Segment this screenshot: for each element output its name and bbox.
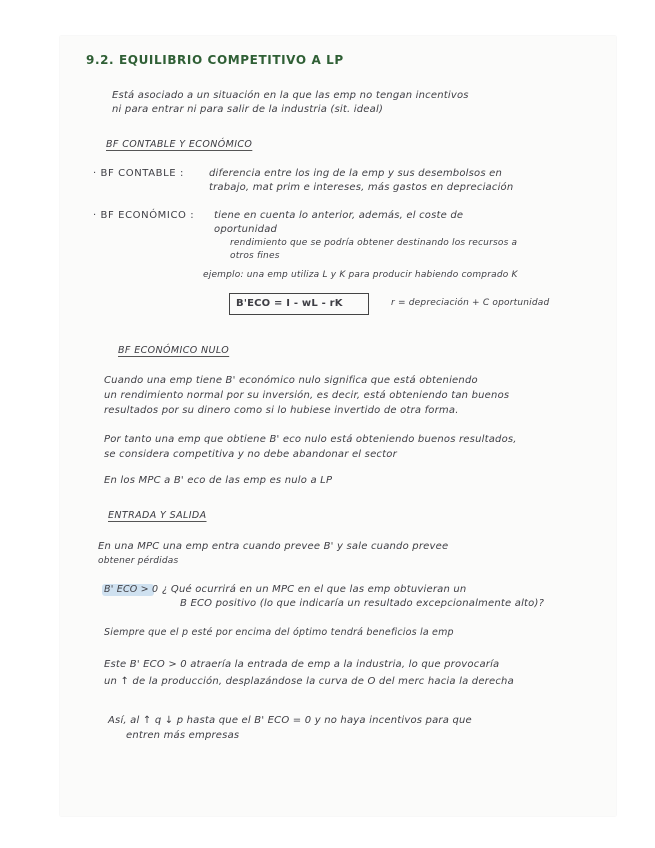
nulo-p2-1: Por tanto una emp que obtiene B' eco nulo está obteniendo buenos resultados,	[104, 434, 517, 445]
oportunidad-def-1: rendimiento que se podría obtener destinando los recursos a	[230, 238, 518, 248]
entrada-p3-1: Este B' ECO > 0 atraería la entrada de emp a la industria, lo que provocaría	[104, 659, 500, 670]
intro-line-2: ni para entrar ni para salir de la industria (sit. ideal)	[112, 104, 384, 115]
formula-text: B'ECO = I - wL - rK	[236, 298, 343, 309]
section-heading-entrada-salida: ENTRADA Y SALIDA	[108, 510, 207, 521]
nulo-p1-1: Cuando una emp tiene B' económico nulo significa que está obteniendo	[104, 375, 478, 386]
entrada-p1-1: En una MPC una emp entra cuando prevee B' y sale cuando prevee	[98, 541, 449, 552]
nulo-p3: En los MPC a B' eco de las emp es nulo a LP	[104, 475, 333, 486]
entrada-p1-2: obtener pérdidas	[98, 556, 179, 566]
oportunidad-def-2: otros fines	[230, 251, 280, 261]
nulo-p1-2: un rendimiento normal por su inversión, es decir, está obteniendo tan buenos	[104, 390, 510, 401]
bf-economico-text-1: tiene en cuenta lo anterior, además, el coste de	[214, 210, 464, 221]
highlight-text: B' ECO > 0	[104, 584, 159, 595]
nulo-p2-2: se considera competitiva y no debe abandonar el sector	[104, 449, 397, 460]
notebook-page	[60, 36, 616, 816]
bf-contable-text-1: diferencia entre los ing de la emp y sus desembolsos en	[209, 168, 503, 179]
ejemplo-line: ejemplo: una emp utiliza L y K para producir habiendo comprado K	[203, 270, 518, 280]
entrada-p4-2: entren más empresas	[126, 730, 240, 741]
section-heading-bf-economico-nulo: BF ECONÓMICO NULO	[118, 345, 230, 356]
section-heading-bf-contable-economico: BF CONTABLE Y ECONÓMICO	[106, 139, 253, 150]
page-title: 9.2. EQUILIBRIO COMPETITIVO A LP	[86, 53, 344, 67]
bf-contable-label: · BF CONTABLE :	[93, 168, 184, 179]
bf-economico-label: · BF ECONÓMICO :	[93, 210, 195, 221]
question-line-2: B ECO positivo (lo que indicaría un resultado excepcionalmente alto)?	[180, 598, 545, 609]
entrada-p3-2: un ↑ de la producción, desplazándose la curva de O del merc hacia la derecha	[104, 676, 514, 687]
nulo-p1-3: resultados por su dinero como si lo hubiese invertido de otra forma.	[104, 405, 459, 416]
formula-box	[229, 293, 369, 315]
question-line-1: ¿ Qué ocurrirá en un MPC en el que las emp obtuvieran un	[162, 584, 467, 595]
bf-contable-text-2: trabajo, mat prim e intereses, más gastos en depreciación	[209, 182, 514, 193]
intro-line-1: Está asociado a un situación en la que las emp no tengan incentivos	[112, 90, 469, 101]
entrada-p4-1: Así, al ↑ q ↓ p hasta que el B' ECO = 0 y no haya incentivos para que	[108, 715, 472, 726]
bf-economico-text-2: oportunidad	[214, 224, 278, 235]
formula-note: r = depreciación + C oportunidad	[391, 298, 550, 308]
entrada-p2: Siempre que el p esté por encima del óptimo tendrá beneficios la emp	[104, 627, 454, 638]
